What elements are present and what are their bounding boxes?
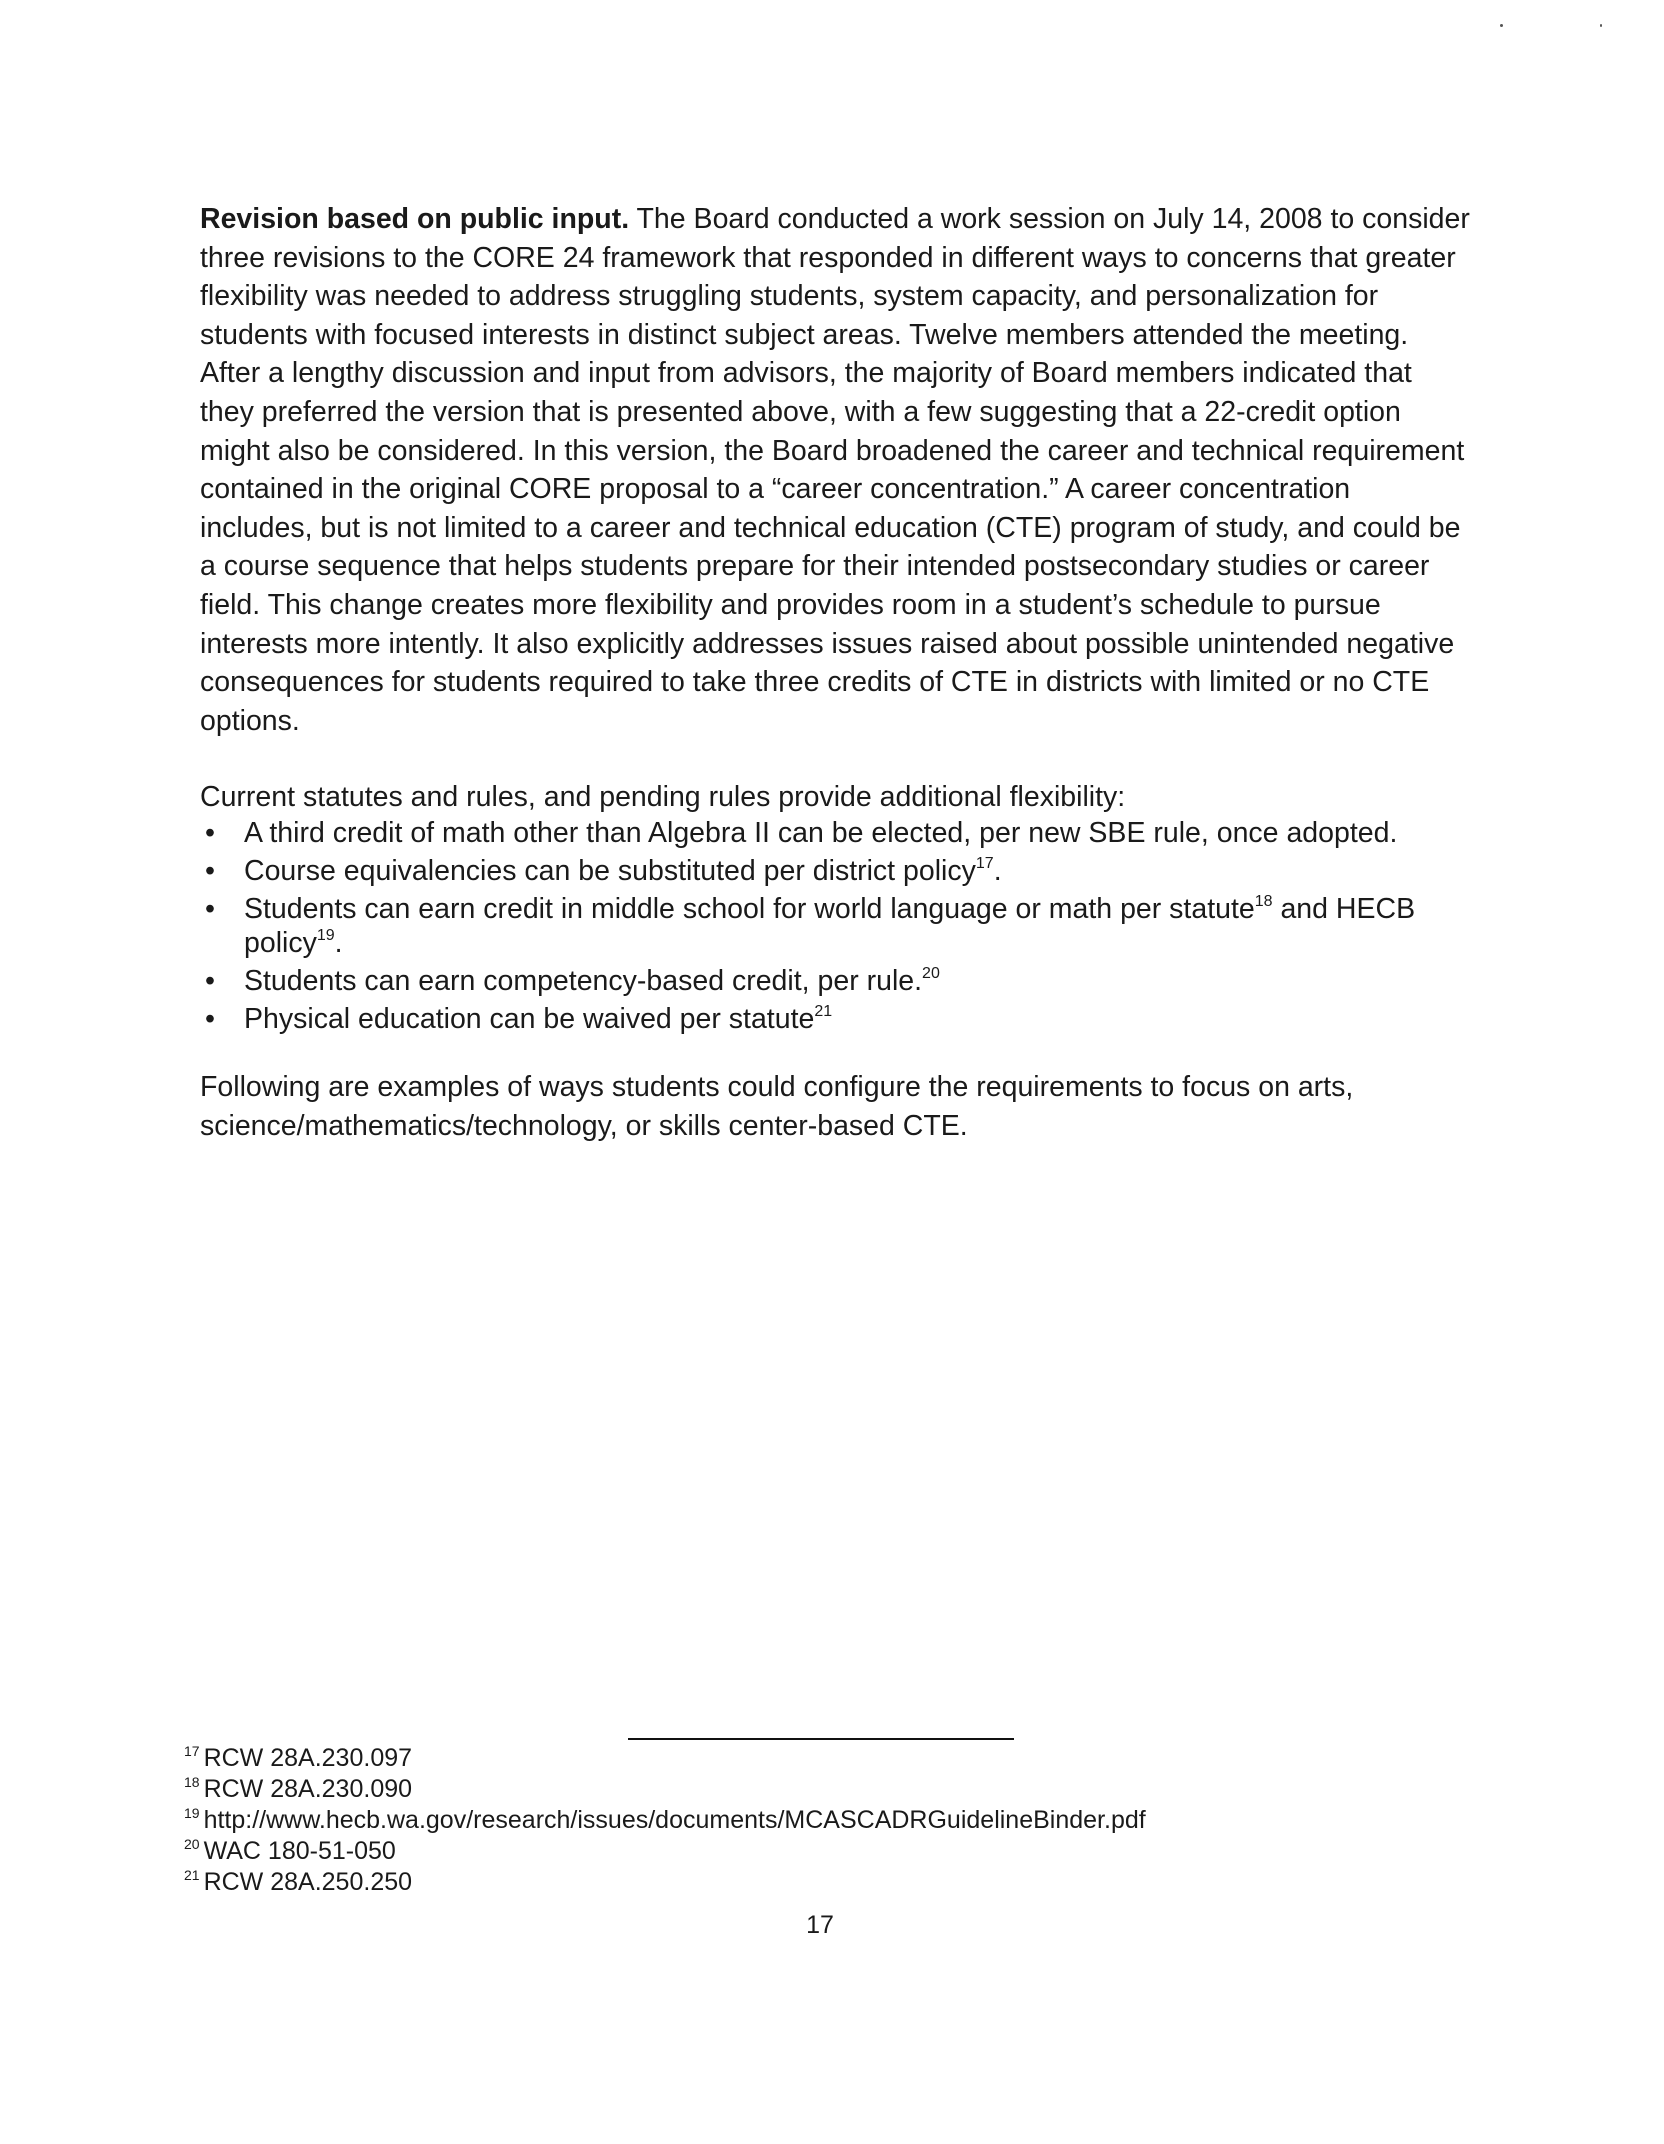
bullet-icon: • — [205, 817, 215, 849]
list-item-text: A third credit of math other than Algebra II can be elected, per new SBE rule, once adopted. — [244, 817, 1398, 849]
bullet-icon: • — [205, 965, 215, 997]
footnote — [184, 1836, 1484, 1867]
footnote-number: 18 — [184, 1774, 200, 1790]
footnote-ref[interactable]: 18 — [1254, 893, 1273, 910]
revision-lead-in: Revision based on public input. — [200, 203, 630, 235]
flexibility-intro: Current statutes and rules, and pending rules provide additional flexibility: — [200, 781, 1126, 813]
footnote — [184, 1867, 1484, 1898]
footnotes — [184, 1743, 1484, 1898]
list-item — [200, 964, 1470, 998]
list-item-text: Course equivalencies can be substituted per district policy — [244, 855, 976, 887]
footnote-number: 21 — [184, 1867, 200, 1883]
revision-body-text: The Board conducted a work session on July 14, 2008 to consider three revisions to the CORE 24 framework that responded in different ways to concerns that greater flexibility was needed to address struggling students, system capacity, and personalization for students with focused interests in distinct subject areas. Twelve members attended the meeting. After a lengthy discussion and input from advisors, the majority of Board members indicated that they preferred the version that is presented above, with a few suggesting that a 22-credit option might also be considered. In this version, the Board broadened the career and technical requirement contained in the original CORE proposal to a “career concentration.” A career concentration includes, but is not limited to a career and technical education (CTE) program of study, and could be a course sequence that helps students prepare for their intended postsecondary studies or career field. This change creates more flexibility and provides room in a student’s schedule to pursue interests more intently. It also explicitly addresses issues raised about possible unintended negative consequences for students required to take three credits of CTE in districts with limited or no CTE options. — [200, 203, 1470, 737]
footnote-text: RCW 28A.250.250 — [203, 1868, 413, 1896]
footnote — [184, 1774, 1484, 1805]
list-item — [200, 816, 1470, 850]
bullet-icon: • — [205, 855, 215, 887]
footnote-number: 20 — [184, 1836, 200, 1852]
list-item-text: Students can earn credit in middle school for world language or math per statute — [244, 893, 1255, 925]
list-item-text-end: . — [993, 855, 1002, 887]
footnote-link[interactable]: http://www.hecb.wa.gov/research/issues/documents/MCASCADRGuidelineBinder.pdf — [203, 1806, 1146, 1834]
list-item-text: Students can earn competency-based credit, per rule. — [244, 965, 923, 997]
footnote-text: RCW 28A.230.090 — [203, 1775, 413, 1803]
list-item-text: Physical education can be waived per statute — [244, 1003, 815, 1035]
footnote-ref[interactable]: 19 — [316, 927, 335, 944]
scan-speck — [1500, 24, 1503, 27]
footnote-text: RCW 28A.230.097 — [203, 1744, 413, 1772]
list-item-text-cont: and HECB policy — [244, 893, 1416, 959]
footnote — [184, 1743, 1484, 1774]
list-item-text-end: . — [334, 927, 343, 959]
list-item — [200, 892, 1470, 960]
flexibility-list — [200, 816, 1470, 1040]
footnote-ref[interactable]: 17 — [975, 855, 994, 872]
footnote-text: WAC 180-51-050 — [203, 1837, 396, 1865]
revision-paragraph — [200, 200, 1470, 740]
examples-paragraph: Following are examples of ways students could configure the requirements to focus on arts, science/mathematics/technology, or skills center-based CTE. — [200, 1071, 1354, 1142]
bullet-icon: • — [205, 893, 215, 925]
page-number: 17 — [806, 1911, 834, 1939]
bullet-icon: • — [205, 1003, 215, 1035]
footnote-ref[interactable]: 21 — [814, 1003, 833, 1020]
list-item — [200, 854, 1470, 888]
footnote-number: 17 — [184, 1743, 200, 1759]
scan-speck — [1600, 24, 1602, 27]
footnote-ref[interactable]: 20 — [922, 965, 940, 982]
list-item — [200, 1002, 1470, 1036]
footnote-number: 19 — [184, 1805, 200, 1821]
footnote — [184, 1805, 1484, 1836]
footnote-separator — [628, 1738, 1014, 1740]
